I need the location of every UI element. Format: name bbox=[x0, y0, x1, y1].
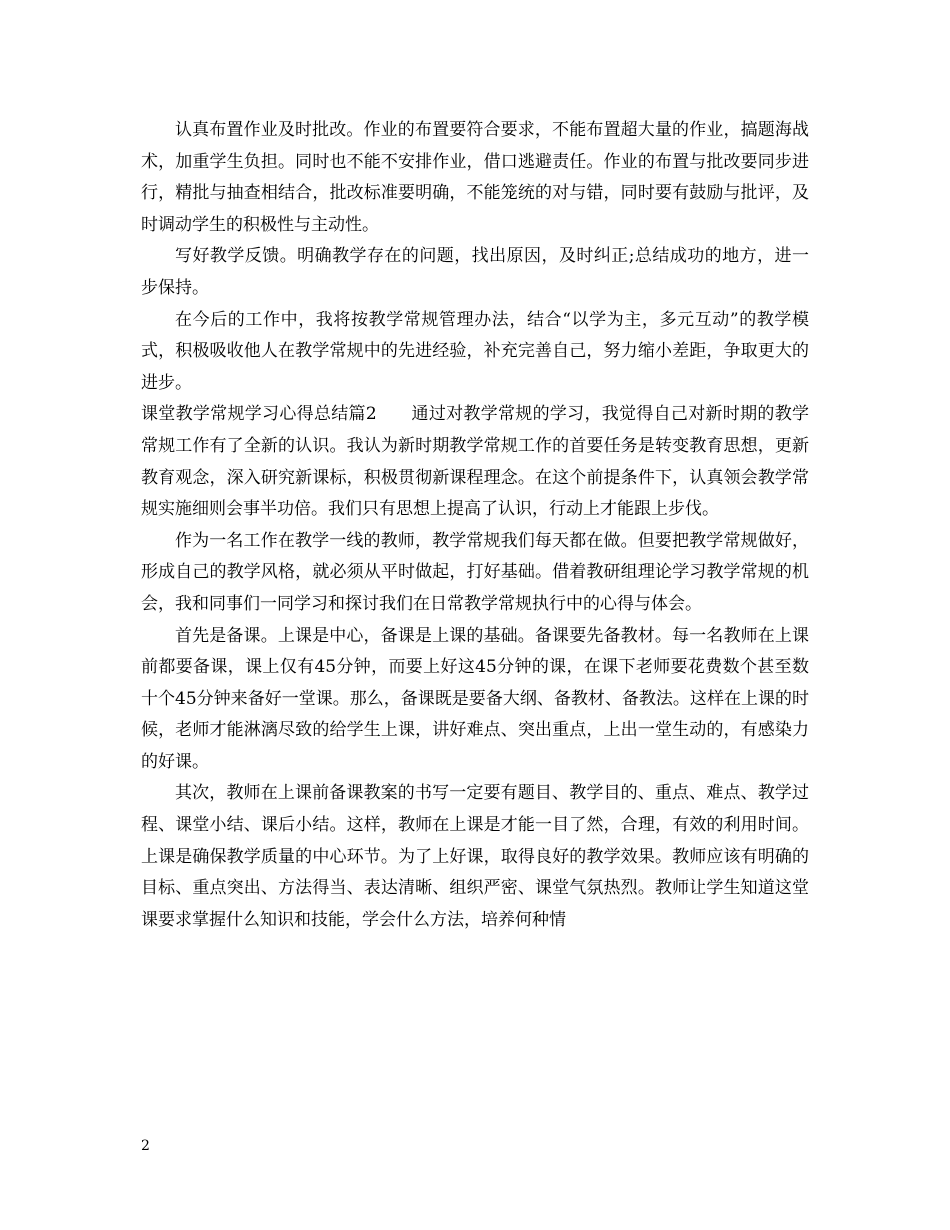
paragraph-frontline-teacher: 作为一名工作在教学一线的教师，教学常规我们每天都在做。但要把教学常规做好，形成自己的教学风格，就必须从平时做起，打好基础。借着教研组理论学习教学常规的机会，我和同事们一同学习和探讨我们在日常教学常规执行中的心得与体会。 bbox=[141, 530, 809, 614]
paragraph-feedback: 写好教学反馈。明确教学存在的问题，找出原因，及时纠正;总结成功的地方，进一步保持。 bbox=[141, 246, 809, 298]
paragraph-section-2: 课堂教学常规学习心得总结篇2 通过对教学常规的学习，我觉得自己对新时期的教学常规工作有了全新的认识。我认为新时期教学常规工作的首要任务是转变教育思想，更新教育观念，深入研究新课标，积极贯彻新课程理念。在这个前提条件下，认真领会教学常规实施细则会事半功倍。我们只有思想上提高了认识，行动上才能跟上步伐。 bbox=[141, 404, 809, 520]
paragraph-lesson-prep: 首先是备课。上课是中心，备课是上课的基础。备课要先备教材。每一名教师在上课前都要备课，课上仅有45分钟，而要上好这45分钟的课，在课下老师要花费数个甚至数十个45分钟来备好一堂课。那么，备课既是要备大纲、备教材、备教法。这样在上课的时候，老师才能淋漓尽致的给学生上课，讲好难点、突出重点，上出一堂生动的，有感染力的好课。 bbox=[141, 625, 809, 772]
page-number: 2 bbox=[141, 1138, 150, 1154]
paragraph-future-work: 在今后的工作中，我将按教学常规管理办法，结合“以学为主，多元互动”的教学模式，积极吸收他人在教学常规中的先进经验，补充完善自己，努力缩小差距，争取更大的进步。 bbox=[141, 309, 809, 393]
document-body bbox=[141, 115, 809, 936]
paragraph-homework: 认真布置作业及时批改。作业的布置要符合要求，不能布置超大量的作业，搞题海战术，加重学生负担。同时也不能不安排作业，借口逃避责任。作业的布置与批改要同步进行，精批与抽查相结合，批改标准要明确，不能笼统的对与错，同时要有鼓励与批评，及时调动学生的积极性与主动性。 bbox=[141, 120, 809, 235]
paragraph-lesson-plan: 其次，教师在上课前备课教案的书写一定要有题目、教学目的、重点、难点、教学过程、课堂小结、课后小结。这样，教师在上课是才能一目了然，合理，有效的利用时间。上课是确保教学质量的中心环节。为了上好课，取得良好的教学效果。教师应该有明确的目标、重点突出、方法得当、表达清晰、组织严密、课堂气氛热烈。教师让学生知道这堂课要求掌握什么知识和技能，学会什么方法，培养何种情 bbox=[141, 783, 809, 930]
